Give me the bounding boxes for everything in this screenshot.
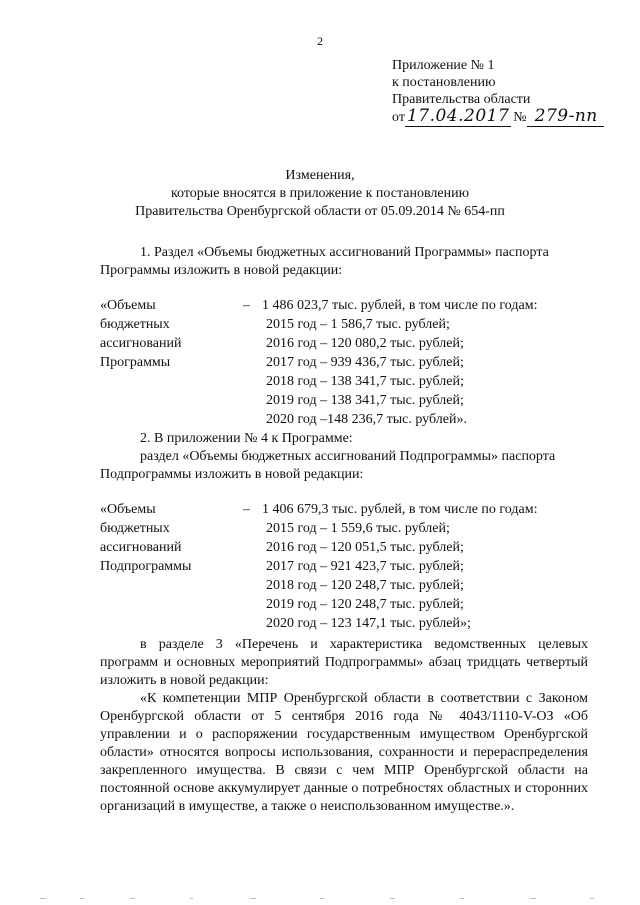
from-label: от bbox=[392, 110, 405, 125]
appendix-title: Приложение № 1 bbox=[392, 58, 495, 73]
handwritten-date: 17.04.2017 bbox=[406, 106, 510, 126]
handwritten-number: 279-пп bbox=[527, 106, 604, 127]
document-title bbox=[0, 167, 640, 221]
section3-intro: в разделе 3 «Перечень и характеристика ведомственных целевых программ и основных мероприятий Подпрограммы» абзац тридцать четвертый изложить в новой редакции: bbox=[100, 637, 588, 688]
section1-year-row: 2019 год – 138 341,7 тыс. рублей; bbox=[266, 393, 464, 408]
section2-line-2: раздел «Объемы бюджетных ассигнований Подпрограммы» паспорта bbox=[140, 449, 556, 464]
scan-edge-marks bbox=[40, 897, 600, 901]
section2-text bbox=[100, 430, 588, 484]
section1-label: «Объемы bbox=[100, 298, 156, 313]
section2-line-1: 2. В приложении № 4 к Программе: bbox=[140, 431, 353, 446]
section2-values bbox=[262, 500, 538, 633]
section2-label: Подпрограммы bbox=[100, 559, 192, 574]
section1-total: 1 486 023,7 тыс. рублей, в том числе по годам: bbox=[262, 298, 538, 313]
section1-values bbox=[262, 296, 538, 429]
appendix-header bbox=[392, 57, 604, 128]
section1-labels bbox=[100, 296, 181, 372]
section1-year-row: 2016 год – 120 080,2 тыс. рублей; bbox=[266, 336, 464, 351]
section2-year-row: 2016 год – 120 051,5 тыс. рублей; bbox=[266, 540, 464, 555]
section2-year-row: 2018 год – 120 248,7 тыс. рублей; bbox=[266, 578, 464, 593]
title-line-2: которые вносятся в приложение к постановлению bbox=[170, 186, 470, 201]
section2-label: бюджетных bbox=[100, 521, 170, 536]
section2-labels bbox=[100, 500, 191, 576]
appendix-government: Правительства области bbox=[392, 92, 531, 107]
section1-text bbox=[100, 244, 588, 280]
section2-label: ассигнований bbox=[100, 540, 182, 555]
section1-year-row: 2018 год – 138 341,7 тыс. рублей; bbox=[266, 374, 464, 389]
appendix-to-resolution: к постановлению bbox=[392, 75, 496, 90]
title-line-1: Изменения, bbox=[285, 168, 355, 183]
section2-label: «Объемы bbox=[100, 502, 156, 517]
section1-label: ассигнований bbox=[100, 336, 182, 351]
section2-year-row: 2017 год – 921 423,7 тыс. рублей; bbox=[266, 559, 464, 574]
section1-year-row: 2015 год – 1 586,7 тыс. рублей; bbox=[266, 317, 450, 332]
section2-dash: – bbox=[243, 502, 250, 517]
section2-year-row: 2020 год – 123 147,1 тыс. рублей»; bbox=[266, 616, 471, 631]
number-label: № bbox=[513, 110, 527, 125]
section1-label: бюджетных bbox=[100, 317, 170, 332]
section2-year-row: 2019 год – 120 248,7 тыс. рублей; bbox=[266, 597, 464, 612]
appendix-date-number bbox=[392, 108, 604, 128]
section1-line-1: 1. Раздел «Объемы бюджетных ассигнований Программы» паспорта bbox=[140, 245, 549, 260]
section2-total: 1 406 679,3 тыс. рублей, в том числе по годам: bbox=[262, 502, 538, 517]
section1-label: Программы bbox=[100, 355, 171, 370]
section1-year-row: 2017 год – 939 436,7 тыс. рублей; bbox=[266, 355, 464, 370]
section3-quote: «К компетенции МПР Оренбургской области в соответствии с Законом Оренбургской области от 5 сентября 2016 года № 4043/1110-V-ОЗ «Об управлении и о распоряжении государственным имуществом Оренбургской области» относятся вопросы использования, сохранности и перераспределения закрепленного имущества. В связи с чем МПР Оренбургской области на постоянной основе аккумулирует данные о потребностях областных и сторонних организаций в имуществе, а также о неиспользованном имуществе.». bbox=[100, 691, 588, 814]
section2-year-row: 2015 год – 1 559,6 тыс. рублей; bbox=[266, 521, 450, 536]
section1-line-2: Программы изложить в новой редакции: bbox=[100, 263, 343, 278]
title-line-3: Правительства Оренбургской области от 05.09.2014 № 654-пп bbox=[135, 204, 505, 219]
section1-dash: – bbox=[243, 298, 250, 313]
section1-year-row: 2020 год –148 236,7 тыс. рублей». bbox=[266, 412, 467, 427]
section2-line-3: Подпрограммы изложить в новой редакции: bbox=[100, 467, 364, 482]
page-number: 2 bbox=[317, 34, 323, 48]
